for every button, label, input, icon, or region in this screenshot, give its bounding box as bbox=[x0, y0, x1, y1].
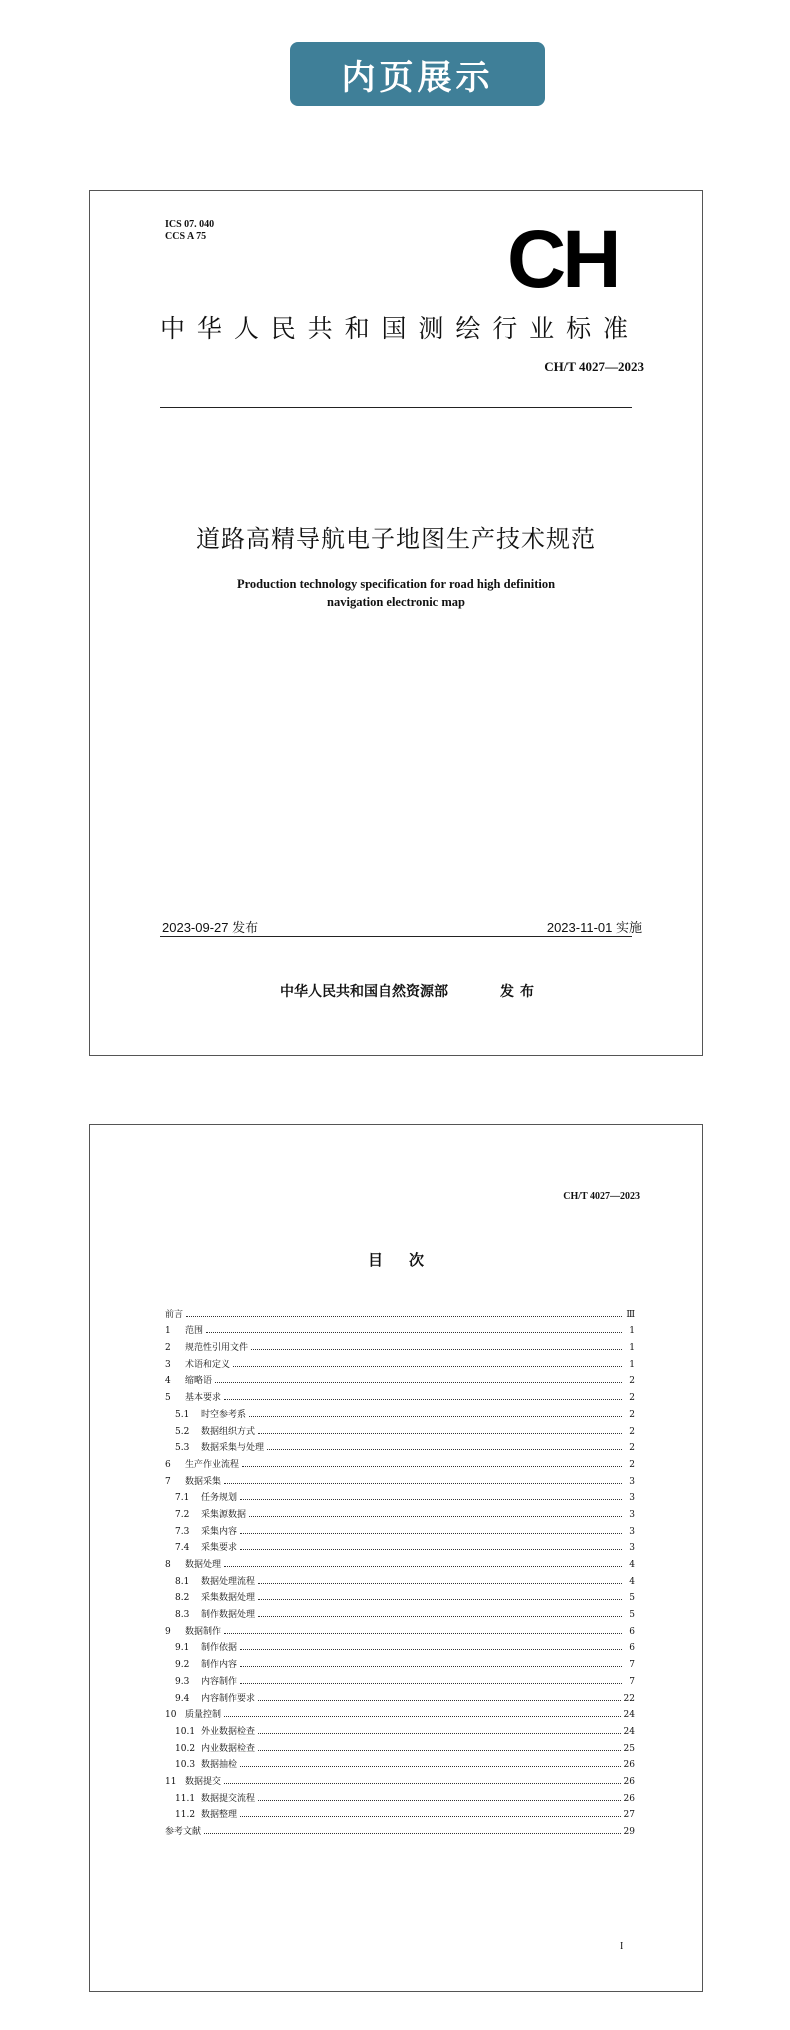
toc-entry-number: 7.2 bbox=[175, 1509, 190, 1520]
toc-leader-dots bbox=[240, 1649, 622, 1650]
toc-leader-dots bbox=[204, 1833, 621, 1834]
date-rule bbox=[160, 936, 632, 937]
toc-entry-page: 3 bbox=[629, 1543, 635, 1554]
toc-entry-page: 26 bbox=[623, 1776, 635, 1787]
toc-entry-label: 数据处理 bbox=[185, 1560, 222, 1570]
toc-entry bbox=[165, 1620, 635, 1637]
toc-entry-page: 3 bbox=[629, 1526, 635, 1537]
toc-entry bbox=[165, 1770, 635, 1787]
toc-leader-dots bbox=[251, 1349, 622, 1350]
toc-entry-page: 2 bbox=[629, 1409, 635, 1420]
toc-entry-page: 24 bbox=[623, 1726, 635, 1737]
toc-entry-page: 1 bbox=[629, 1359, 635, 1370]
toc-entry-label: 制作内容 bbox=[201, 1660, 238, 1671]
toc-entry-page: 2 bbox=[629, 1459, 635, 1470]
ccs-code: CCS A 75 bbox=[165, 231, 207, 242]
document-title: 道路高精导航电子地图生产技术规范 bbox=[196, 525, 596, 553]
toc-entry-label: 参考文献 bbox=[165, 1827, 202, 1837]
toc-entry-label: 制作数据处理 bbox=[201, 1610, 256, 1621]
toc-entry-page: 6 bbox=[629, 1626, 635, 1637]
toc-entry-label: 质量控制 bbox=[185, 1710, 222, 1721]
toc-entry-label: 采集要求 bbox=[201, 1543, 238, 1554]
subtitle-line-2: navigation electronic map bbox=[327, 595, 465, 609]
toc-leader-dots bbox=[258, 1433, 622, 1434]
toc-entry bbox=[165, 1303, 635, 1320]
toc-entry-page: 29 bbox=[623, 1827, 635, 1837]
toc-entry-page: 2 bbox=[629, 1443, 635, 1454]
toc-entry bbox=[165, 1570, 635, 1587]
table-of-contents bbox=[165, 1303, 635, 1837]
header-rule bbox=[160, 407, 632, 408]
toc-leader-dots bbox=[242, 1466, 622, 1467]
toc-entry-page: 7 bbox=[629, 1676, 635, 1687]
toc-entry-page: 2 bbox=[629, 1426, 635, 1437]
toc-entry-label: 时空参考系 bbox=[201, 1409, 247, 1420]
toc-entry-number: 9.1 bbox=[175, 1643, 190, 1654]
toc-leader-dots bbox=[240, 1683, 622, 1684]
standard-number: CH/T 4027—2023 bbox=[563, 1191, 640, 1202]
toc-entry-label: 采集源数据 bbox=[201, 1509, 247, 1520]
toc-entry-number: 4 bbox=[165, 1376, 171, 1387]
toc-entry-number: 5.1 bbox=[175, 1409, 190, 1420]
toc-leader-dots bbox=[258, 1750, 621, 1751]
toc-entry bbox=[165, 1737, 635, 1754]
toc-entry-page: 22 bbox=[623, 1693, 635, 1704]
cover-page bbox=[89, 190, 703, 1056]
toc-entry-page: 5 bbox=[629, 1610, 635, 1621]
toc-entry-number: 9 bbox=[165, 1626, 171, 1637]
toc-leader-dots bbox=[215, 1382, 622, 1383]
toc-entry-label: 数据提交流程 bbox=[201, 1793, 256, 1804]
toc-entry-number: 10.1 bbox=[175, 1726, 196, 1737]
standard-number: CH/T 4027—2023 bbox=[544, 359, 644, 374]
toc-entry-label: 范围 bbox=[185, 1326, 204, 1337]
toc-entry-page: 4 bbox=[629, 1560, 635, 1570]
toc-leader-dots bbox=[267, 1449, 622, 1450]
toc-leader-dots bbox=[240, 1816, 621, 1817]
toc-leader-dots bbox=[224, 1483, 622, 1484]
ics-code: ICS 07. 040 bbox=[165, 219, 215, 230]
toc-entry-label: 数据采集与处理 bbox=[201, 1443, 265, 1454]
toc-entry bbox=[165, 1653, 635, 1670]
toc-entry bbox=[165, 1587, 635, 1604]
toc-leader-dots bbox=[258, 1800, 621, 1801]
toc-entry-number: 9.3 bbox=[175, 1676, 190, 1687]
standard-title: 中华人民共和国测绘行业标准 bbox=[160, 314, 632, 343]
toc-entry-label: 采集内容 bbox=[201, 1526, 238, 1537]
toc-entry bbox=[165, 1804, 635, 1821]
toc-leader-dots bbox=[258, 1700, 621, 1701]
toc-entry-number: 10.2 bbox=[175, 1743, 196, 1754]
toc-entry-number: 6 bbox=[165, 1459, 171, 1470]
toc-leader-dots bbox=[224, 1566, 622, 1567]
toc-entry-page: 3 bbox=[629, 1493, 635, 1504]
toc-entry bbox=[165, 1336, 635, 1353]
toc-entry-label: 内容制作 bbox=[201, 1676, 238, 1687]
toc-entry-number: 11.1 bbox=[175, 1793, 196, 1804]
toc-title: 目次 bbox=[367, 1251, 450, 1269]
toc-leader-dots bbox=[258, 1616, 622, 1617]
toc-page bbox=[89, 1124, 703, 1992]
toc-entry-number: 9.2 bbox=[175, 1660, 190, 1671]
toc-leader-dots bbox=[249, 1516, 622, 1517]
toc-entry-label: 前言 bbox=[165, 1309, 184, 1320]
toc-entry-number: 2 bbox=[165, 1343, 171, 1354]
toc-entry-number: 7.4 bbox=[175, 1543, 190, 1554]
publish-label: 发布 bbox=[500, 984, 540, 1000]
toc-entry bbox=[165, 1386, 635, 1403]
toc-entry-label: 内容制作要求 bbox=[201, 1693, 256, 1704]
toc-entry-number: 5 bbox=[165, 1393, 171, 1404]
toc-entry-label: 数据制作 bbox=[185, 1626, 222, 1637]
toc-leader-dots bbox=[233, 1366, 622, 1367]
toc-entry-label: 数据提交 bbox=[185, 1776, 222, 1787]
toc-entry-page: 7 bbox=[629, 1660, 635, 1671]
toc-entry-number: 7 bbox=[165, 1476, 171, 1487]
toc-entry bbox=[165, 1820, 635, 1837]
toc-entry bbox=[165, 1704, 635, 1721]
toc-entry-label: 数据处理流程 bbox=[201, 1576, 256, 1587]
toc-entry-label: 采集数据处理 bbox=[201, 1593, 256, 1604]
toc-entry bbox=[165, 1353, 635, 1370]
subtitle-line-1: Production technology specification for road high definition bbox=[236, 577, 556, 591]
toc-entry bbox=[165, 1553, 635, 1570]
toc-entry bbox=[165, 1670, 635, 1687]
toc-entry-label: 内业数据检查 bbox=[201, 1743, 256, 1754]
toc-entry-page: 6 bbox=[629, 1643, 635, 1654]
toc-entry bbox=[165, 1487, 635, 1504]
toc-leader-dots bbox=[258, 1599, 622, 1600]
toc-entry-label: 制作依据 bbox=[201, 1643, 238, 1654]
toc-entry-label: 数据抽检 bbox=[201, 1760, 238, 1771]
toc-entry-number: 8.1 bbox=[175, 1576, 190, 1587]
toc-entry-number: 8.3 bbox=[175, 1610, 190, 1621]
toc-entry-number: 10.3 bbox=[175, 1760, 196, 1771]
toc-entry-label: 外业数据检查 bbox=[201, 1726, 256, 1737]
toc-entry-number: 11.2 bbox=[175, 1810, 196, 1821]
toc-entry-page: 1 bbox=[629, 1326, 635, 1337]
toc-entry-page: 27 bbox=[623, 1810, 635, 1821]
toc-leader-dots bbox=[224, 1633, 622, 1634]
toc-entry bbox=[165, 1520, 635, 1537]
toc-entry-page: 26 bbox=[623, 1760, 635, 1771]
toc-leader-dots bbox=[224, 1716, 621, 1717]
ch-logo: CH bbox=[507, 214, 618, 305]
toc-entry-label: 缩略语 bbox=[185, 1376, 213, 1387]
toc-entry-label: 任务规划 bbox=[201, 1493, 238, 1504]
toc-entry-label: 规范性引用文件 bbox=[185, 1343, 249, 1354]
toc-entry-number: 8.2 bbox=[175, 1593, 190, 1604]
toc-leader-dots bbox=[224, 1399, 622, 1400]
toc-entry bbox=[165, 1437, 635, 1454]
toc-entry-number: 9.4 bbox=[175, 1693, 190, 1704]
document-subtitle bbox=[90, 575, 702, 611]
toc-entry bbox=[165, 1603, 635, 1620]
toc-entry bbox=[165, 1754, 635, 1771]
toc-entry-number: 7.1 bbox=[175, 1493, 190, 1504]
toc-entry bbox=[165, 1720, 635, 1737]
toc-entry-number: 11 bbox=[165, 1776, 177, 1787]
toc-entry-page: 1 bbox=[629, 1343, 635, 1354]
classification-codes bbox=[165, 219, 214, 243]
toc-entry-label: 数据组织方式 bbox=[201, 1426, 256, 1437]
issue-date: 2023-09-27 发布 bbox=[162, 920, 259, 935]
page-number: I bbox=[620, 1941, 624, 1952]
toc-entry-page: 5 bbox=[629, 1593, 635, 1604]
toc-entry bbox=[165, 1403, 635, 1420]
toc-entry-label: 术语和定义 bbox=[185, 1359, 231, 1370]
section-banner: 内页展示 bbox=[290, 42, 545, 106]
toc-entry-number: 5.2 bbox=[175, 1426, 190, 1437]
toc-entry-label: 生产作业流程 bbox=[185, 1459, 240, 1470]
toc-leader-dots bbox=[258, 1733, 621, 1734]
toc-entry-page: 3 bbox=[629, 1476, 635, 1487]
toc-entry bbox=[165, 1687, 635, 1704]
toc-leader-dots bbox=[240, 1499, 622, 1500]
toc-entry-page: 2 bbox=[629, 1393, 635, 1404]
toc-entry-page: 26 bbox=[623, 1793, 635, 1804]
toc-leader-dots bbox=[240, 1533, 622, 1534]
toc-entry-label: 数据采集 bbox=[185, 1476, 222, 1487]
toc-entry-number: 3 bbox=[165, 1359, 171, 1370]
toc-entry-page: 2 bbox=[629, 1376, 635, 1387]
publisher-name: 中华人民共和国自然资源部 bbox=[280, 984, 448, 1000]
toc-entry bbox=[165, 1370, 635, 1387]
toc-entry bbox=[165, 1453, 635, 1470]
toc-entry-page: Ⅲ bbox=[626, 1309, 635, 1320]
toc-entry-page: 3 bbox=[629, 1509, 635, 1520]
toc-entry-page: 25 bbox=[623, 1743, 635, 1754]
toc-entry-number: 10 bbox=[165, 1710, 177, 1721]
toc-leader-dots bbox=[240, 1766, 621, 1767]
toc-leader-dots bbox=[224, 1783, 621, 1784]
toc-entry-number: 8 bbox=[165, 1560, 171, 1570]
toc-entry bbox=[165, 1503, 635, 1520]
toc-entry-label: 基本要求 bbox=[185, 1393, 222, 1404]
toc-leader-dots bbox=[240, 1666, 622, 1667]
toc-entry-number: 7.3 bbox=[175, 1526, 190, 1537]
toc-entry-label: 数据整理 bbox=[201, 1810, 238, 1821]
toc-leader-dots bbox=[240, 1549, 622, 1550]
toc-entry bbox=[165, 1537, 635, 1554]
toc-leader-dots bbox=[186, 1316, 622, 1317]
toc-entry-number: 5.3 bbox=[175, 1443, 190, 1454]
toc-entry-page: 24 bbox=[623, 1710, 635, 1721]
toc-entry bbox=[165, 1637, 635, 1654]
toc-leader-dots bbox=[258, 1583, 622, 1584]
toc-entry bbox=[165, 1320, 635, 1337]
toc-leader-dots bbox=[249, 1416, 622, 1417]
toc-leader-dots bbox=[206, 1332, 622, 1333]
toc-entry bbox=[165, 1787, 635, 1804]
toc-entry bbox=[165, 1420, 635, 1437]
toc-entry-page: 4 bbox=[629, 1576, 635, 1587]
effective-date: 2023-11-01 实施 bbox=[546, 920, 642, 935]
toc-entry-number: 1 bbox=[165, 1326, 171, 1337]
toc-entry bbox=[165, 1470, 635, 1487]
